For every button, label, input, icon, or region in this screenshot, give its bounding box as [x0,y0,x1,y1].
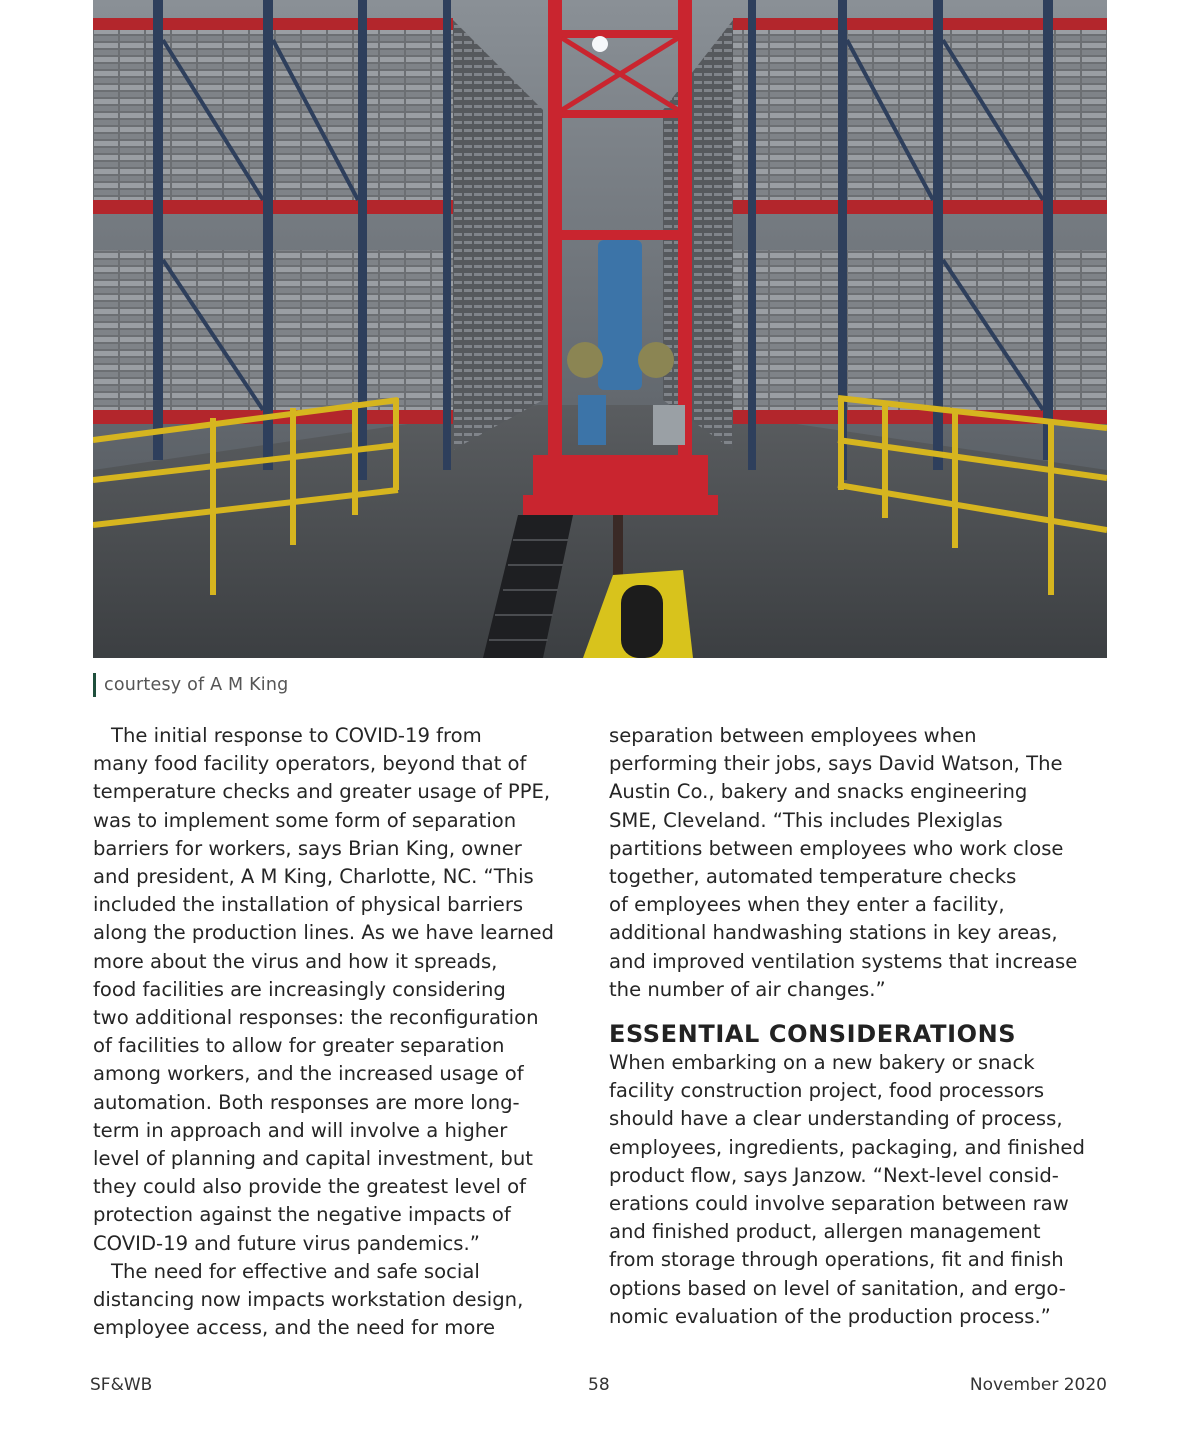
left-column-line: protection against the negative impacts of [93,1203,511,1227]
right-column-line: erations could involve separation between raw [609,1192,1069,1216]
left-column-line: more about the virus and how it spreads, [93,949,498,973]
footer-date: November 2020 [969,1375,1107,1395]
left-column-line: along the production lines. As we have learned [93,921,554,945]
right-column-line: SME, Cleveland. “This includes Plexiglas [609,808,1003,832]
photo-caption: courtesy of A M King [93,673,288,697]
left-column-line: included the installation of physical barriers [93,893,524,917]
right-column-line: Austin Co., bakery and snacks engineering [609,780,1028,804]
warehouse-asrs-photo [93,0,1107,658]
left-column-line: distancing now impacts workstation design, [93,1288,524,1312]
left-column-line: among workers, and the increased usage of [93,1062,524,1086]
left-column-line: and president, A M King, Charlotte, NC. “This [93,865,534,889]
left-column-line: temperature checks and greater usage of PPE, [93,780,551,804]
left-column-line: they could also provide the greatest level of [93,1175,527,1199]
right-column-line: performing their jobs, says David Watson, The [609,752,1063,776]
right-column-line: additional handwashing stations in key areas, [609,921,1058,945]
section-heading: ESSENTIAL CONSIDERATIONS [609,1020,1017,1049]
left-column-line: employee access, and the need for more [93,1316,496,1340]
left-column-line: term in approach and will involve a higher [93,1118,508,1142]
right-column-line: from storage through operations, fit and finish [609,1248,1064,1272]
right-column-line: When embarking on a new bakery or snack [609,1051,1035,1075]
right-column-line: together, automated temperature checks [609,865,1017,889]
left-column-line: was to implement some form of separation [93,808,517,832]
left-column-line: many food facility operators, beyond that of [93,752,527,776]
article-left-column [93,722,593,1342]
right-column-line: partitions between employees who work close [609,836,1064,860]
left-column-line: food facilities are increasingly considering [93,977,506,1001]
right-column-line: separation between employees when [609,724,977,747]
right-column-line: options based on level of sanitation, and ergo- [609,1276,1066,1300]
left-column-line: barriers for workers, says Brian King, owner [93,836,522,860]
right-column-line: product flow, says Janzow. “Next-level consid- [609,1163,1059,1187]
article-photo [93,0,1107,658]
right-column-line: nomic evaluation of the production process.” [609,1304,1051,1328]
right-column-line: facility construction project, food processors [609,1079,1045,1103]
right-column-line: employees, ingredients, packaging, and finished [609,1135,1085,1159]
right-column-line: and finished product, allergen management [609,1220,1041,1244]
left-column-line: The need for effective and safe social [111,1259,480,1283]
article-right-column [609,722,1109,1331]
footer-publication: SF&WB [90,1375,153,1395]
right-column-line: of employees when they enter a facility, [609,893,1005,917]
footer-page-number: 58 [588,1375,610,1395]
right-column-line: should have a clear understanding of process, [609,1107,1063,1131]
right-column-line: the number of air changes.” [609,977,886,1001]
left-column-line: of facilities to allow for greater separation [93,1034,505,1058]
left-column-line: COVID-19 and future virus pandemics.” [93,1231,480,1255]
left-column-line: level of planning and capital investment, but [93,1147,533,1171]
right-column-line: and improved ventilation systems that increase [609,949,1078,973]
left-column-line: automation. Both responses are more long- [93,1090,520,1114]
right-column-top-text [609,722,1109,1004]
left-column-line: The initial response to COVID-19 from [111,724,482,747]
right-column-bottom-text [609,1049,1109,1331]
left-column-line: two additional responses: the reconfiguration [93,1006,539,1030]
